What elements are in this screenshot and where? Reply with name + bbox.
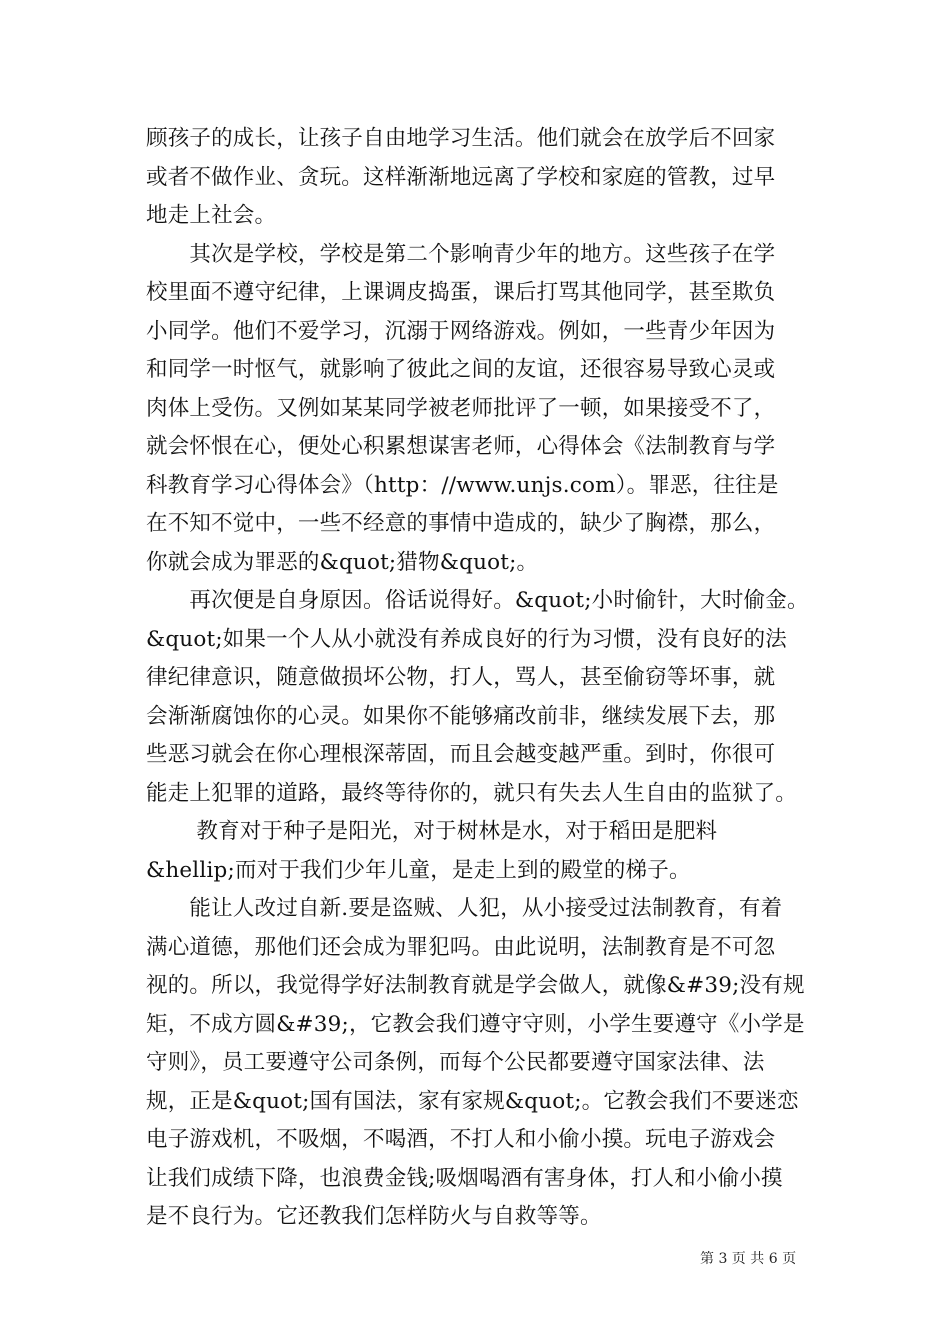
text-line: 守则》，员工要遵守公司条例，而每个公民都要遵守国家法律、法 bbox=[146, 1050, 765, 1075]
text-line: 地走上社会。 bbox=[146, 203, 277, 228]
text-line: 顾孩子的成长，让孩子自由地学习生活。他们就会在放学后不回家 bbox=[146, 126, 776, 151]
text-line: 校里面不遵守纪律，上课调皮捣蛋，课后打骂其他同学，甚至欺负 bbox=[146, 280, 776, 305]
text-line: 视的。所以，我觉得学好法制教育就是学会做人，就像&#39;没有规 bbox=[146, 973, 805, 998]
text-line: 就会怀恨在心，便处心积累想谋害老师，心得体会《法制教育与学 bbox=[146, 434, 776, 459]
text-line: 小同学。他们不爱学习，沉溺于网络游戏。例如，一些青少年因为 bbox=[146, 318, 776, 344]
text-line: &quot;如果一个人从小就没有养成良好的行为习惯，没有良好的法 bbox=[146, 626, 787, 652]
text-line: 科教育学习心得体会》（http：//www.unjs.com）。罪恶，往往是 bbox=[146, 472, 779, 498]
text-line: 让我们成绩下降，也浪费金钱;吸烟喝酒有害身体，打人和小偷小摸 bbox=[146, 1165, 783, 1191]
text-line: &hellip;而对于我们少年儿童，是走上到的殿堂的梯子。 bbox=[146, 857, 691, 883]
text-line: 是不良行为。它还教我们怎样防火与自救等等。 bbox=[146, 1204, 602, 1229]
text-line: 你就会成为罪恶的&quot;猎物&quot;。 bbox=[146, 549, 539, 575]
text-line: 能走上犯罪的道路，最终等待你的，就只有失去人生自由的监狱了。 bbox=[146, 780, 798, 806]
text-line: 其次是学校，学校是第二个影响青少年的地方。这些孩子在学 bbox=[146, 241, 776, 267]
text-line: 律纪律意识，随意做损坏公物，打人，骂人，甚至偷窃等坏事，就 bbox=[146, 665, 776, 690]
text-line: 能让人改过自新.要是盗贼、人犯，从小接受过法制教育，有着 bbox=[146, 896, 783, 921]
text-line: 会渐渐腐蚀你的心灵。如果你不能够痛改前非，继续发展下去，那 bbox=[146, 703, 776, 729]
body-text bbox=[146, 120, 810, 1237]
text-line: 满心道德，那他们还会成为罪犯吗。由此说明，法制教育是不可忽 bbox=[146, 934, 776, 960]
text-line: 教育对于种子是阳光，对于树林是水，对于稻田是肥料 bbox=[146, 819, 718, 844]
text-line: 些恶习就会在你心理根深蒂固，而且会越变越严重。到时，你很可 bbox=[146, 742, 776, 767]
text-line: 矩，不成方圆&#39;，它教会我们遵守守则，小学生要遵守《小学是 bbox=[146, 1011, 805, 1037]
text-line: 肉体上受伤。又例如某某同学被老师批评了一顿，如果接受不了， bbox=[146, 395, 776, 421]
text-line: 再次便是自身原因。俗话说得好。&quot;小时偷针，大时偷金。 bbox=[146, 588, 809, 613]
text-line: 规，正是&quot;国有国法，家有家规&quot;。它教会我们不要迷恋 bbox=[146, 1088, 799, 1114]
page-number: 第 3 页 共 6 页 bbox=[700, 1251, 797, 1267]
text-line: 电子游戏机，不吸烟，不喝酒，不打人和小偷小摸。玩电子游戏会 bbox=[146, 1127, 776, 1152]
text-line: 和同学一时怄气，就影响了彼此之间的友谊，还很容易导致心灵或 bbox=[146, 357, 776, 382]
text-line: 在不知不觉中，一些不经意的事情中造成的，缺少了胸襟，那么， bbox=[146, 511, 776, 536]
text-line: 或者不做作业、贪玩。这样渐渐地远离了学校和家庭的管教，过早 bbox=[146, 164, 776, 190]
